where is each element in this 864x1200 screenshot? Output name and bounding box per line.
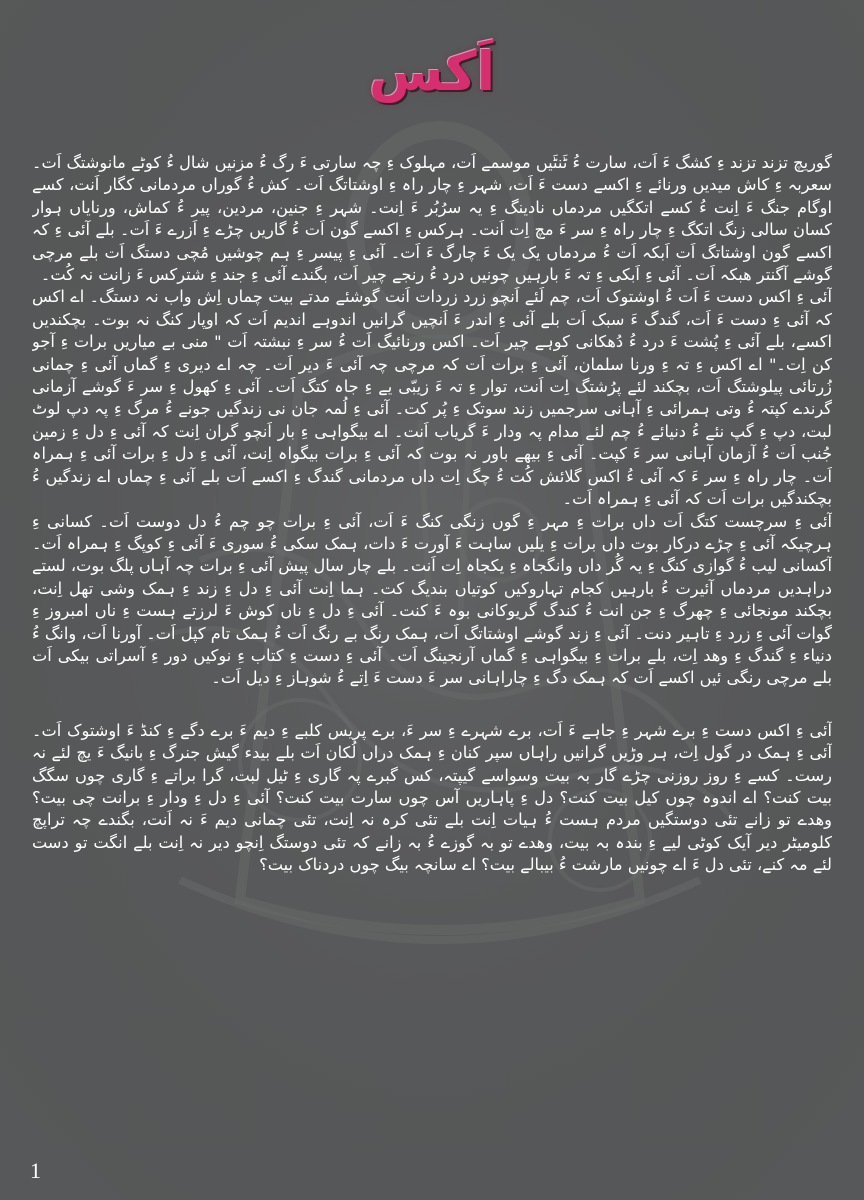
page-title: اَکس: [368, 40, 496, 103]
paragraph-3: آئی ءِ سرچست کتگ اَت داں برات ءِ مہر ءِ گوں زنگی کنگ ءَ اَت، آئی ءِ برات چو چم ءُ دل دوست اَت۔ کسانی ءِ ہرچیکہ آئی ءِ چڑے درکار بوت داں برات ءِ یلیں ساہت ءَ آورت ءَ دات، ہمک سکی ءُ سوری ءَ آئی ءِ کوپگ ءِ ہمراہ اَت۔ آکسانی لیب ءُ گوازی کنگ ءِ یہ گُر داں وانگجاہ ءِ یکجاہ اِت اَنت۔ بلے چار سال پیش آئی ءِ برات چہ آہاں پلگ بوت، لستے دراہدیں مردماں آئیرت ءُ بارہیں کجام تہاروکیں کوتیاں بندیگ کت۔ ہما اِنت آئی ءِ دل ءِ زند ءِ ہمک وشی تھل اِنت، بچکند مونجائی ءِ چھرگ ءِ جن انت ءُ کندگ گریوکانی بوہ ءَ کنت۔ آئی ءِ دل ءِ ناں کوش ءَ لرزتے ہست ءِ ناں امبروز ءِ گوات آئی ءِ زرد ءِ تاہیر دنت۔ آئی ءِ زند گوشے اوشتاتگ اَت، ہمک رنگ بے رنگ اَت ءُ ہمک تام کپل اَت۔ آورنا اَت، وانگ ءُ دنیاء ءِ گندگ ءِ وھد اِت، بلے برات ءِ بیگواہی ءِ گماں آرنجینگ اَت۔ آئی ءِ دست ءِ کتاب ءِ نوکیں دور ءِ آسراتی بیکی اَت بلے مرچی رنگی ئیں اکسے اَت کہ ہمک دگ ءِ چاراہانی سر ءَ دست ءَ اِتے ءُ شوہاز ءِ دیل اَت۔: [32, 511, 832, 688]
paragraph-4: آئی ءِ اکس دست ءِ برے شہر ءِ جاہے ءَ اَت، برے شہرے ءِ سر ءَ، برے پریس کلبے ءِ دیم ءَ برے دگے ءِ کنڈ ءَ اوشتوک اَت۔ آئی ءِ ہمک در گول اِت، ہر وڑیں گرانیں راہاں سپر کنان ءِ ہمک دراں لُکان اَت بلے بیدء گیش جنرگ ءِ بانیگ ءَ یچ لئے نہ رست۔ کسے ءِ روز روزنی چڑے گار بہ بیت وسواسے گیپتہ، کس گبرے پہ گاری ءِ ٹیل لبت، گرا براتے ءِ گاری چوں سگگ بیت کنت؟ اے اندوہ چوں کیل بیت کنت؟ دل ءِ پاہاریں آس چوں سارت بیت کنت؟ آئی ءِ دل ءِ ودار ءِ برانت چی بیت؟ وھدے تو زانے تئی دوستگیں مردم ہست ءُ ہیات اِنت بلے تئی کرہ نہ اِنت، تئی چمانی دیم ءَ نہ اَنت، بگندے چہ تراپچ کلومیٹر دیر آیک کوٹی لیے ءِ بندہ بہ بیت، وھدے تو بہ گوزے ءُ بہ زانے کہ تئی دوستگ اِنچو دیر نہ اِنت بلے انگت تو دست لئے مہ کنے، تئی دل ءَ اے چونیں مارشت ءُ بیبالے بیت؟ اے سانچہ بیگ چوں دردناک بیت؟: [32, 720, 832, 875]
paragraph-1: گوریچ تزند تزند ءِ کشگ ءَ اَت، سارت ءُ ٹَنٹَیں موسمے اَت، مہلوک ءِ چہ سارتی ءَ رگ ءُ مزنیں شال ءُ کوٹے مانوشتگ اَت۔ سعربہ ءِ کاش میدیں ورنائے ءِ اکسے دست ءَ اَت، شہر ءِ چار راہ ءِ اوشتاتگ اَت۔ کش ءُ گوراں مردمانی کگار اَنت، کسے اوگام جنگ ءَ اِنت ءُ کسے اتکگیں مردماں نادینگ ءِ یہ سرُبُر ءَ اِنت۔ شہر ءِ جنین، مردین، پیر ءُ کماش، ورنایاں ہوار کسان سالی زنگ اتکگ ءِ چار راہ ءِ سر ءَ مچ اِت اَنت۔ ہرکس ءِ اکسے گون اَت ءُ گاریں چڑے ءِ اَزرے ءَ اَت۔ بلے آئی ءِ کہ اکسے گون اوشتاتگ اَت اَبکہ اَت ءُ مردماں یک یک ءَ چارگ ءَ اَت۔ آئی ءِ پیسر ءِ ہم چوشیں مُچی دستگ اَت بلے مرچی گوشے آگنتر ھبکہ اَت۔ آئی ءِ اَبکی ءِ تہ ءَ بارہیں چونیں درد ءُ رنجے چیر اَت، بگندے آئی ءِ جند ءِ شترکس ءَ زانت نہ کُت۔: [32, 153, 832, 285]
paragraph-2: آئی ءِ اکس دست ءَ اَت ءُ اوشتوک اَت، چم لَئے اَنچو زرد زردات اَنت گوشئے مدتے بیت چماں اِش واب نہ دستگ۔ اے اکس کہ آئی ءِ دست ءَ اَت، گندگ ءَ سبک اَت بلے آئی ءِ اندر ءَ اَنچیں گرانیں اندوہے اندیم اَت کہ اوپار کنگ نہ بوت۔ بچکندیں اکسے، بلے آئی ءِ پُشت ءَ درد ءُ دُھکانی کوہے چیر اَت۔ اکس ورنائیگ اَت ءُ سر ءِ نبشتہ اَت " منی بے میاریں برات ءِ آجو کن اِت۔" اے اکس ءِ تہ ءِ ورنا سلمان، آئی ءِ برات اَت کہ مرچی چہ آئی ءَ دیر اَت۔ چہ اے دیری ءِ گماں آئی ءِ چمانی زُرتائی پیلوشتگ اَت، بچکند لئے پرُشتگ اِت اَنت، توار ءِ تہ ءَ زیبّی یے ءِ جاہ کتگ اَت۔ آئی ءِ کھول ءِ سر ءَ گوشے آزمانی گرندے کپتہ ءُ وتی ہمرائی ءِ آہانی سرجمیں زند سوتک ءِ پُر کت۔ آئی ءِ لُمہ جان نی زندگیں جونے ءُ مرگ ءِ پہ دپ لوٹ لبت، دپ ءِ گپ نئے ءُ دنیائے ءُ چم لئے مدام پہ ودار ءَ گریاب اَنت۔ اے بیگواہی ءِ بار اَنچو گران اِنت کہ آئی ءِ دل ءِ زمین جُنب اَت ءُ آزمان آہانی سر ءَ کپت۔ آئی ءِ بیھے باور نہ بوت کہ آئی ءِ برات بیگواہ اِنت، آئی ءِ دل ءِ برات آئی ءِ ہمراہ اَت۔ چار راہ ءِ سر ءَ کہ آئی ءُ اکس گلائش کُت ءُ چگ اِت داں مردمانی گندگ ءِ اکسے اَت بلے آئی ءِ چماں اے زندگیں ءُ بچکندگیں برات اَت کہ آئی ءِ ہمراہ اَت۔: [32, 287, 832, 509]
page-number: 1: [30, 1158, 41, 1183]
article-body: [32, 152, 832, 1157]
